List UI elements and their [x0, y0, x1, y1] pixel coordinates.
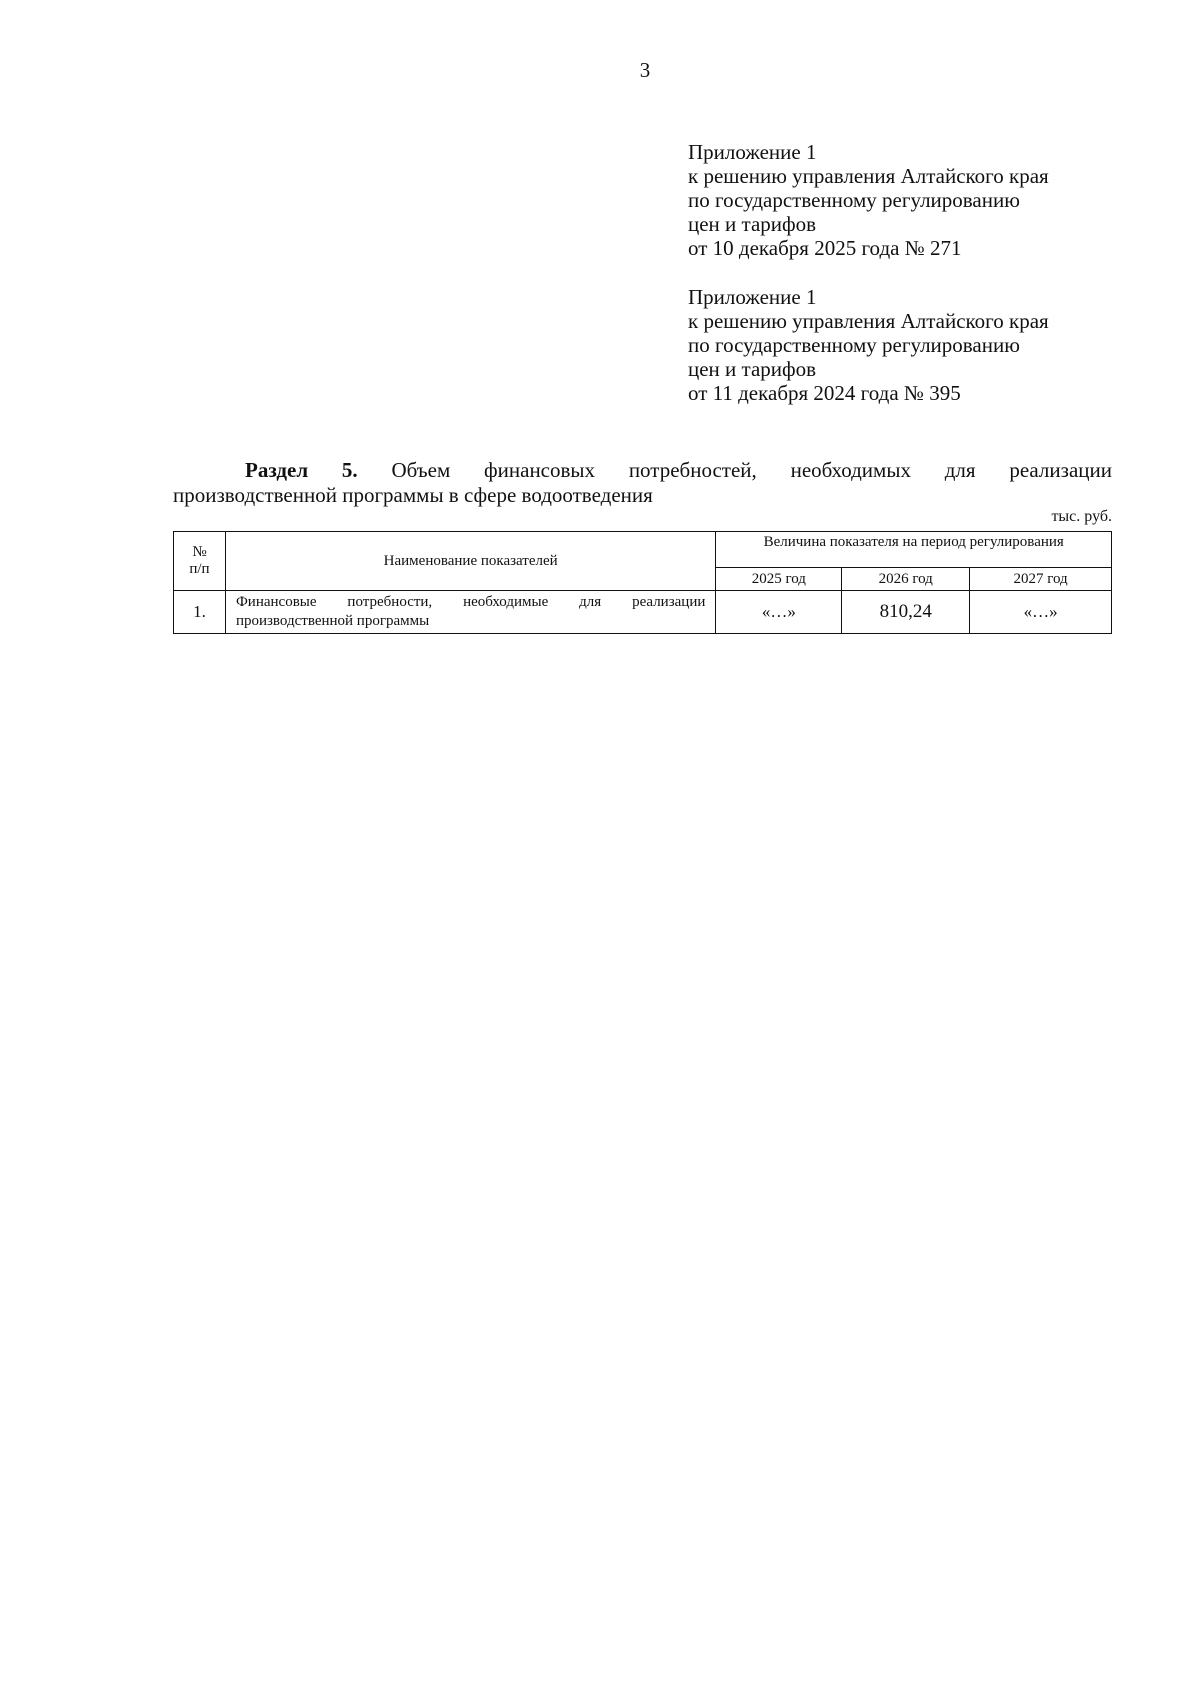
header-year-2027: 2027 год [970, 568, 1112, 591]
appendix-previous [688, 285, 1049, 405]
header-name: Наименование показателей [225, 532, 715, 591]
appendix-line: цен и тарифов [688, 212, 817, 236]
financial-needs-table [173, 531, 1112, 634]
header-number-line: № [192, 544, 207, 560]
section-label: Раздел 5. [245, 458, 358, 482]
section-title-line2: производственной программы в сфере водоотведения [173, 483, 653, 507]
section-title-line1: Объем финансовых потребностей, необходимых для реализации [391, 458, 1112, 482]
header-number [174, 532, 226, 591]
section-heading [173, 458, 1112, 508]
row-value-2026: 810,24 [842, 591, 970, 634]
row-name: Финансовые потребности, необходимые для реализации производственной программы [225, 591, 715, 634]
header-year-2026: 2026 год [842, 568, 970, 591]
header-number-line: п/п [189, 561, 210, 577]
units-label: тыс. руб. [1051, 508, 1112, 525]
page-number: 3 [639, 58, 651, 82]
row-value-2027: «…» [970, 591, 1112, 634]
appendix-line: к решению управления Алтайского края [688, 309, 1049, 333]
appendix-line: от 10 декабря 2025 года № 271 [688, 236, 962, 260]
appendix-line: по государственному регулированию [688, 188, 1020, 212]
appendix-line: от 11 декабря 2024 года № 395 [688, 381, 961, 405]
appendix-line: по государственному регулированию [688, 333, 1020, 357]
table-row [174, 591, 1112, 634]
appendix-line: цен и тарифов [688, 357, 817, 381]
appendix-title: Приложение 1 [688, 140, 817, 164]
appendix-current [688, 140, 1049, 260]
row-number: 1. [174, 591, 226, 634]
header-period: Величина показателя на период регулирования [716, 532, 1112, 568]
appendix-title: Приложение 1 [688, 285, 817, 309]
header-year-2025: 2025 год [716, 568, 842, 591]
row-value-2025: «…» [716, 591, 842, 634]
appendix-line: к решению управления Алтайского края [688, 164, 1049, 188]
